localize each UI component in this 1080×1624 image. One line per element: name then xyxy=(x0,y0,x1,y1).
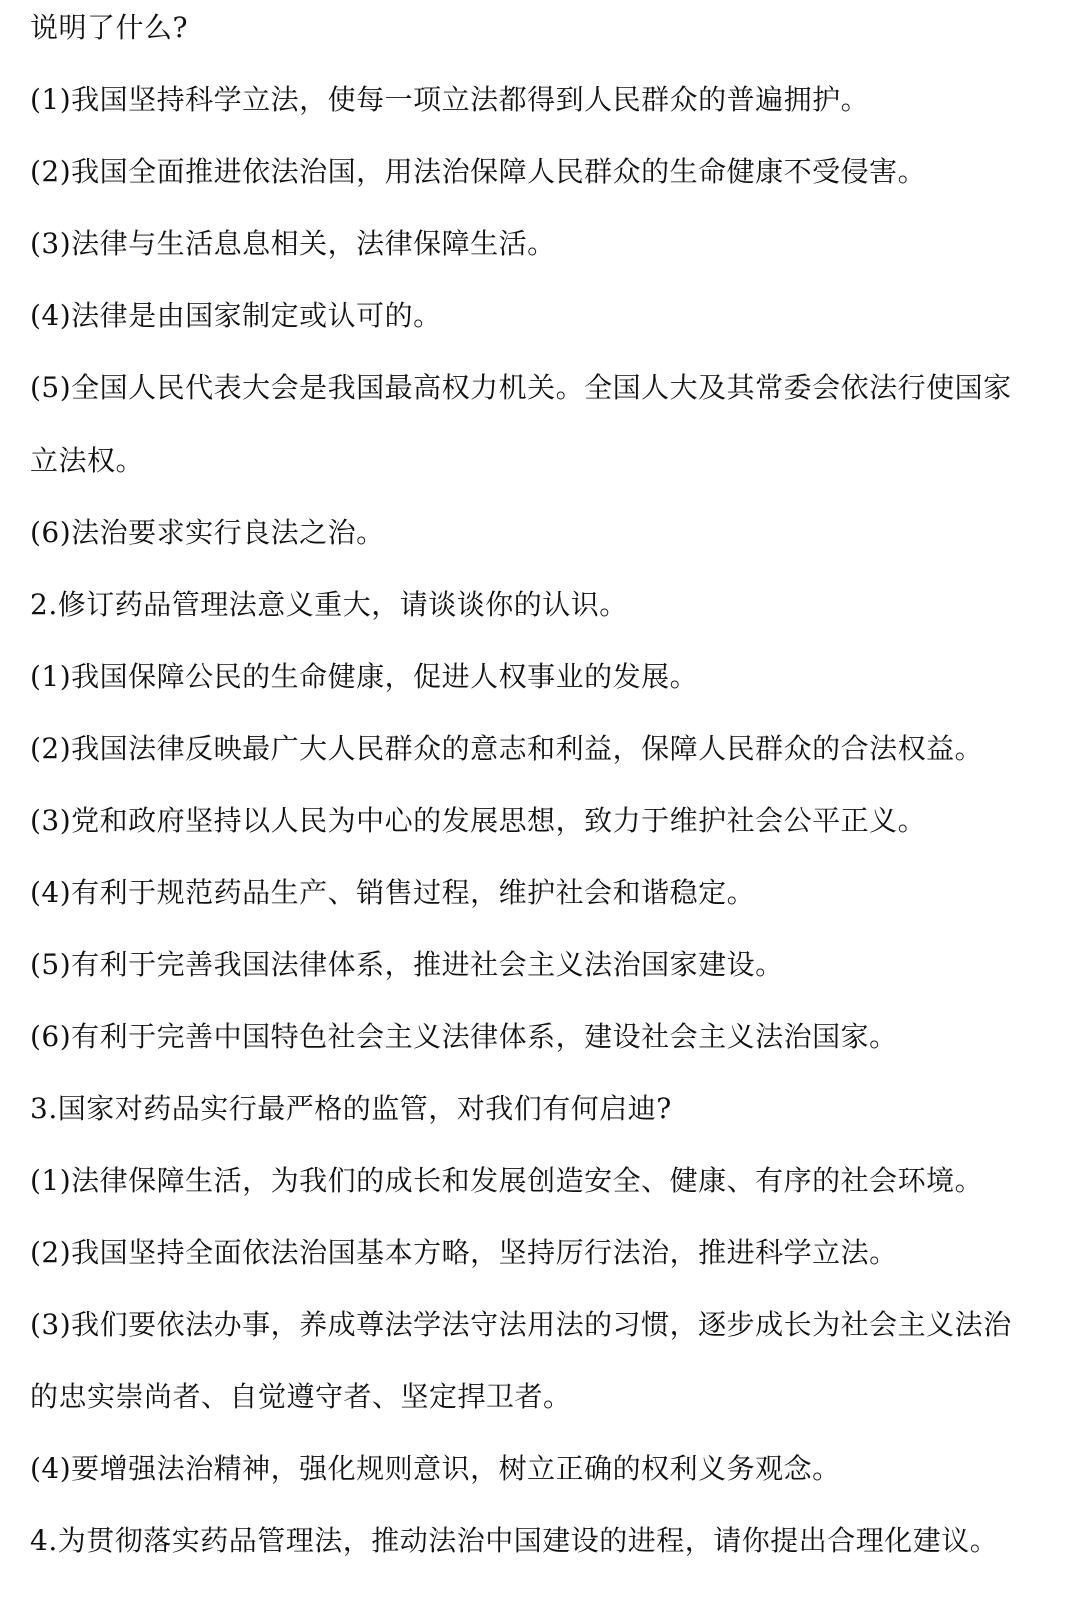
line-answer-3-2: (2)我国坚持全面依法治国基本方略，坚持厉行法治，推进科学立法。 xyxy=(30,1236,898,1269)
line-answer-3-3: (3)我们要依法办事，养成尊法学法守法用法的习惯，逐步成长为社会主义法治 xyxy=(30,1308,1012,1341)
line-answer-2-2: (2)我国法律反映最广大人民群众的意志和利益，保障人民群众的合法权益。 xyxy=(30,732,984,765)
line-answer-3-4: (4)要增强法治精神，强化规则意识，树立正确的权利义务观念。 xyxy=(30,1452,841,1485)
line-answer-1-1: (1)我国坚持科学立法，使每一项立法都得到人民群众的普遍拥护。 xyxy=(30,83,870,116)
line-answer-2-6: (6)有利于完善中国特色社会主义法律体系，建设社会主义法治国家。 xyxy=(30,1020,898,1053)
line-answer-2-5: (5)有利于完善我国法律体系，推进社会主义法治国家建设。 xyxy=(30,948,784,981)
line-question-3: 3.国家对药品实行最严格的监管，对我们有何启迪? xyxy=(30,1092,672,1125)
line-answer-1-3: (3)法律与生活息息相关，法律保障生活。 xyxy=(30,227,556,260)
line-question-1-tail: 说明了什么? xyxy=(30,11,189,44)
line-answer-1-5-cont: 立法权。 xyxy=(30,444,145,477)
line-answer-2-1: (1)我国保障公民的生命健康，促进人权事业的发展。 xyxy=(30,660,699,693)
line-answer-2-4: (4)有利于规范药品生产、销售过程，维护社会和谐稳定。 xyxy=(30,876,756,909)
line-question-4: 4.为贯彻落实药品管理法，推动法治中国建设的进程，请你提出合理化建议。 xyxy=(30,1524,999,1557)
line-answer-3-1: (1)法律保障生活，为我们的成长和发展创造安全、健康、有序的社会环境。 xyxy=(30,1164,984,1197)
line-question-2: 2.修订药品管理法意义重大，请谈谈你的认识。 xyxy=(30,588,628,621)
line-answer-2-3: (3)党和政府坚持以人民为中心的发展思想，致力于维护社会公平正义。 xyxy=(30,804,927,837)
line-answer-1-2: (2)我国全面推进依法治国，用法治保障人民群众的生命健康不受侵害。 xyxy=(30,155,927,188)
line-answer-1-4: (4)法律是由国家制定或认可的。 xyxy=(30,299,442,332)
line-answer-1-6: (6)法治要求实行良法之治。 xyxy=(30,516,385,549)
line-answer-1-5: (5)全国人民代表大会是我国最高权力机关。全国人大及其常委会依法行使国家 xyxy=(30,371,1012,404)
line-answer-3-3-cont: 的忠实崇尚者、自觉遵守者、坚定捍卫者。 xyxy=(30,1380,572,1413)
